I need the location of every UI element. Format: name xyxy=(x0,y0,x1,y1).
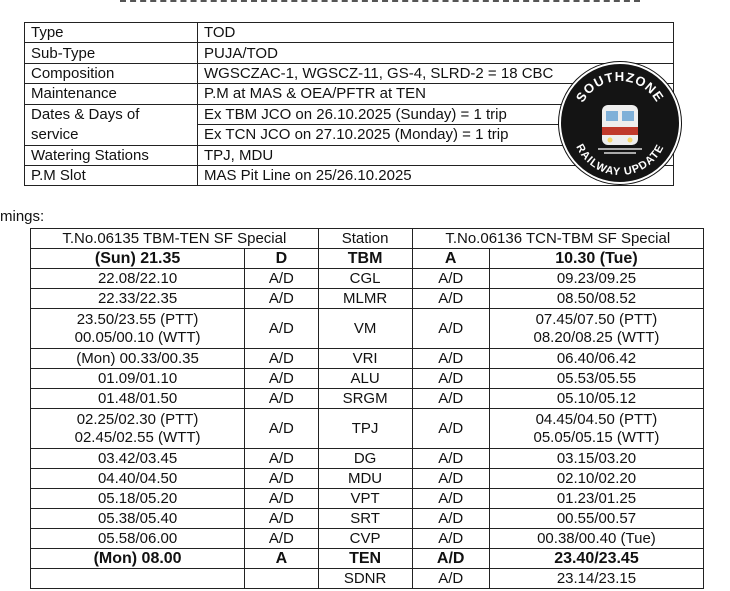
up-time xyxy=(489,489,703,509)
up-time xyxy=(489,369,703,389)
up-time-text: 23.14/23.15 xyxy=(556,569,637,587)
station-code xyxy=(318,289,412,309)
schedule-row xyxy=(31,289,704,309)
info-row xyxy=(25,165,674,185)
up-time xyxy=(489,529,703,549)
station-code-text: CGL xyxy=(349,269,381,287)
down-time xyxy=(31,449,245,469)
station-code-text: VPT xyxy=(350,489,380,507)
station-code xyxy=(318,349,412,369)
up-arr-dep-text: A/D xyxy=(438,469,464,487)
up-time-text: 10.30 (Tue) xyxy=(555,249,638,267)
down-arr-dep xyxy=(245,309,319,349)
up-arr-dep-text: A/D xyxy=(438,569,464,587)
up-time-text: 05.05/05.15 (WTT) xyxy=(533,428,660,446)
station-code xyxy=(318,569,412,589)
up-time-text: 09.23/09.25 xyxy=(556,269,637,287)
info-value: WGSCZAC-1, WGSCZ-11, GS-4, SLRD-2 = 18 CBC xyxy=(198,63,674,83)
schedule-row xyxy=(31,309,704,349)
station-code-text: SDNR xyxy=(343,569,387,587)
station-code xyxy=(318,529,412,549)
down-arr-dep xyxy=(245,269,319,289)
down-time xyxy=(31,249,245,269)
up-arr-dep xyxy=(412,349,489,369)
info-key: P.M Slot xyxy=(25,165,198,185)
up-time-text: 00.38/00.40 (Tue) xyxy=(537,529,656,547)
station-code xyxy=(318,469,412,489)
up-time-text: 05.53/05.55 xyxy=(556,369,637,387)
info-row xyxy=(25,43,674,63)
down-time-text: 22.08/22.10 xyxy=(97,269,178,287)
up-time-text: 01.23/01.25 xyxy=(556,489,637,507)
info-key: Sub-Type xyxy=(25,43,198,63)
schedule-row xyxy=(31,369,704,389)
down-train-header: T.No.06135 TBM-TEN SF Special xyxy=(31,229,319,249)
station-code-text: TEN xyxy=(349,549,382,567)
up-time xyxy=(489,469,703,489)
down-arr-dep-text: A/D xyxy=(268,289,294,307)
down-arr-dep-text: A/D xyxy=(268,469,294,487)
station-code xyxy=(318,389,412,409)
timings-label: mings: xyxy=(0,208,45,225)
station-code-text: MLMR xyxy=(342,289,388,307)
up-time xyxy=(489,309,703,349)
up-time-text: 08.20/08.25 (WTT) xyxy=(533,328,660,346)
schedule-row xyxy=(31,409,704,449)
station-code-text: SRT xyxy=(350,509,380,527)
station-code xyxy=(318,409,412,449)
down-time-text: (Mon) 08.00 xyxy=(93,549,182,567)
info-value: TPJ, MDU xyxy=(198,145,674,165)
down-arr-dep-text: A/D xyxy=(268,509,294,527)
down-arr-dep xyxy=(245,389,319,409)
up-arr-dep-text: A/D xyxy=(438,369,464,387)
station-code-text: SRGM xyxy=(342,389,388,407)
schedule-row xyxy=(31,449,704,469)
down-time-text: (Sun) 21.35 xyxy=(94,249,181,267)
station-code xyxy=(318,489,412,509)
schedule-row xyxy=(31,489,704,509)
down-time-text: 02.25/02.30 (PTT) xyxy=(76,410,199,428)
schedule-row xyxy=(31,549,704,569)
up-time-text: 23.40/23.45 xyxy=(554,549,639,567)
down-time-text: 23.50/23.55 (PTT) xyxy=(76,310,199,328)
down-time-text: 02.45/02.55 (WTT) xyxy=(74,428,201,446)
station-code-text: DG xyxy=(353,449,377,467)
schedule-row xyxy=(31,389,704,409)
schedule-row xyxy=(31,469,704,489)
down-arr-dep-text: A/D xyxy=(268,449,294,467)
down-arr-dep-text: A/D xyxy=(268,369,294,387)
down-arr-dep-text: A/D xyxy=(268,419,294,437)
up-arr-dep xyxy=(412,389,489,409)
station-code-text: VM xyxy=(353,319,377,337)
info-key: Dates & Days of service xyxy=(25,104,198,145)
train-emblem-icon xyxy=(558,61,682,185)
down-time-text: 01.09/01.10 xyxy=(97,369,178,387)
schedule-header-row xyxy=(31,229,704,249)
up-time xyxy=(489,349,703,369)
up-arr-dep-text: A/D xyxy=(438,529,464,547)
logo-bottom-text: RAILWAY UPDATE xyxy=(573,142,667,179)
info-key: Type xyxy=(25,23,198,43)
down-time-text: 22.33/22.35 xyxy=(97,289,178,307)
down-time xyxy=(31,569,245,589)
up-time xyxy=(489,249,703,269)
up-arr-dep-text: A/D xyxy=(438,419,464,437)
station-code-text: TBM xyxy=(347,249,383,267)
station-code-text: ALU xyxy=(350,369,380,387)
station-code-text: VRI xyxy=(352,349,378,367)
down-time-text: 04.40/04.50 xyxy=(97,469,178,487)
info-key: Maintenance xyxy=(25,84,198,104)
down-arr-dep xyxy=(245,449,319,469)
info-value: MAS Pit Line on 25/26.10.2025 xyxy=(198,165,674,185)
station-code xyxy=(318,549,412,569)
up-arr-dep xyxy=(412,489,489,509)
up-arr-dep xyxy=(412,509,489,529)
down-time-text: 05.18/05.20 xyxy=(97,489,178,507)
up-arr-dep-text: A/D xyxy=(438,349,464,367)
up-arr-dep xyxy=(412,309,489,349)
down-time xyxy=(31,489,245,509)
down-time xyxy=(31,289,245,309)
up-arr-dep-text: A/D xyxy=(438,319,464,337)
down-time-text: 01.48/01.50 xyxy=(97,389,178,407)
schedule-row xyxy=(31,249,704,269)
up-time-text: 04.45/04.50 (PTT) xyxy=(535,410,658,428)
up-arr-dep xyxy=(412,249,489,269)
up-time xyxy=(489,549,703,569)
down-arr-dep xyxy=(245,289,319,309)
down-arr-dep-text: A/D xyxy=(268,389,294,407)
up-arr-dep xyxy=(412,449,489,469)
down-arr-dep xyxy=(245,549,319,569)
down-arr-dep-text: A/D xyxy=(268,319,294,337)
down-arr-dep xyxy=(245,249,319,269)
station-code xyxy=(318,449,412,469)
down-time xyxy=(31,409,245,449)
up-arr-dep xyxy=(412,269,489,289)
up-time xyxy=(489,509,703,529)
up-arr-dep xyxy=(412,569,489,589)
up-arr-dep xyxy=(412,369,489,389)
up-time xyxy=(489,409,703,449)
station-code xyxy=(318,249,412,269)
up-arr-dep xyxy=(412,549,489,569)
schedule-row xyxy=(31,569,704,589)
down-arr-dep xyxy=(245,509,319,529)
info-key: Composition xyxy=(25,63,198,83)
down-arr-dep xyxy=(245,409,319,449)
up-time xyxy=(489,569,703,589)
down-time-text: (Mon) 00.33/00.35 xyxy=(76,349,199,367)
up-time-text: 00.55/00.57 xyxy=(556,509,637,527)
schedule-row xyxy=(31,509,704,529)
down-time xyxy=(31,309,245,349)
down-arr-dep xyxy=(245,369,319,389)
up-time xyxy=(489,449,703,469)
up-time-text: 03.15/03.20 xyxy=(556,449,637,467)
info-value: TOD xyxy=(198,23,674,43)
station-code xyxy=(318,369,412,389)
down-arr-dep xyxy=(245,489,319,509)
up-time xyxy=(489,389,703,409)
up-arr-dep-text: A/D xyxy=(438,449,464,467)
down-time xyxy=(31,469,245,489)
down-time xyxy=(31,349,245,369)
info-value: Ex TCN JCO on 27.10.2025 (Monday) = 1 trip xyxy=(198,125,674,146)
station-code-text: TPJ xyxy=(351,419,379,437)
schedule-table xyxy=(30,228,704,589)
station-code xyxy=(318,269,412,289)
up-train-header: T.No.06136 TCN-TBM SF Special xyxy=(412,229,703,249)
up-time xyxy=(489,269,703,289)
info-key: Watering Stations xyxy=(25,145,198,165)
station-code-text: MDU xyxy=(347,469,383,487)
top-divider xyxy=(120,0,640,4)
info-value: P.M at MAS & OEA/PFTR at TEN xyxy=(198,84,674,104)
up-arr-dep-text: A/D xyxy=(438,289,464,307)
down-time-text: 05.38/05.40 xyxy=(97,509,178,527)
info-value: PUJA/TOD xyxy=(198,43,674,63)
up-arr-dep xyxy=(412,289,489,309)
up-time-text: 02.10/02.20 xyxy=(556,469,637,487)
up-arr-dep-text: A/D xyxy=(438,269,464,287)
schedule-row xyxy=(31,529,704,549)
info-row xyxy=(25,23,674,43)
down-arr-dep xyxy=(245,349,319,369)
up-arr-dep xyxy=(412,409,489,449)
schedule-row xyxy=(31,269,704,289)
up-arr-dep-text: A/D xyxy=(438,489,464,507)
down-time-text: 03.42/03.45 xyxy=(97,449,178,467)
down-time xyxy=(31,529,245,549)
down-arr-dep-text: A/D xyxy=(268,529,294,547)
down-arr-dep xyxy=(245,569,319,589)
down-arr-dep-text: D xyxy=(275,249,288,267)
up-time-text: 05.10/05.12 xyxy=(556,389,637,407)
up-time-text: 07.45/07.50 (PTT) xyxy=(535,310,658,328)
up-arr-dep xyxy=(412,529,489,549)
up-time-text: 08.50/08.52 xyxy=(556,289,637,307)
station-header: Station xyxy=(318,229,412,249)
down-arr-dep-text: A/D xyxy=(268,269,294,287)
down-arr-dep xyxy=(245,529,319,549)
down-time xyxy=(31,549,245,569)
down-arr-dep xyxy=(245,469,319,489)
down-arr-dep-text: A xyxy=(275,549,288,567)
station-code xyxy=(318,309,412,349)
southzone-logo xyxy=(558,61,682,185)
station-code-text: CVP xyxy=(349,529,381,547)
up-arr-dep-text: A/D xyxy=(438,509,464,527)
up-arr-dep xyxy=(412,469,489,489)
down-time xyxy=(31,369,245,389)
up-arr-dep-text: A/D xyxy=(438,389,464,407)
up-time-text: 06.40/06.42 xyxy=(556,349,637,367)
down-time-text: 05.58/06.00 xyxy=(97,529,178,547)
down-arr-dep-text: A/D xyxy=(268,349,294,367)
up-time xyxy=(489,289,703,309)
schedule-row xyxy=(31,349,704,369)
up-arr-dep-text: A/D xyxy=(436,549,465,567)
down-arr-dep-text: A/D xyxy=(268,489,294,507)
down-time xyxy=(31,269,245,289)
up-arr-dep-text: A xyxy=(444,249,457,267)
down-time-text: 00.05/00.10 (WTT) xyxy=(74,328,201,346)
down-time xyxy=(31,389,245,409)
info-value: Ex TBM JCO on 26.10.2025 (Sunday) = 1 trip xyxy=(198,104,674,125)
logo-top-text: SOUTHZONE xyxy=(572,69,668,105)
down-time xyxy=(31,509,245,529)
station-code xyxy=(318,509,412,529)
